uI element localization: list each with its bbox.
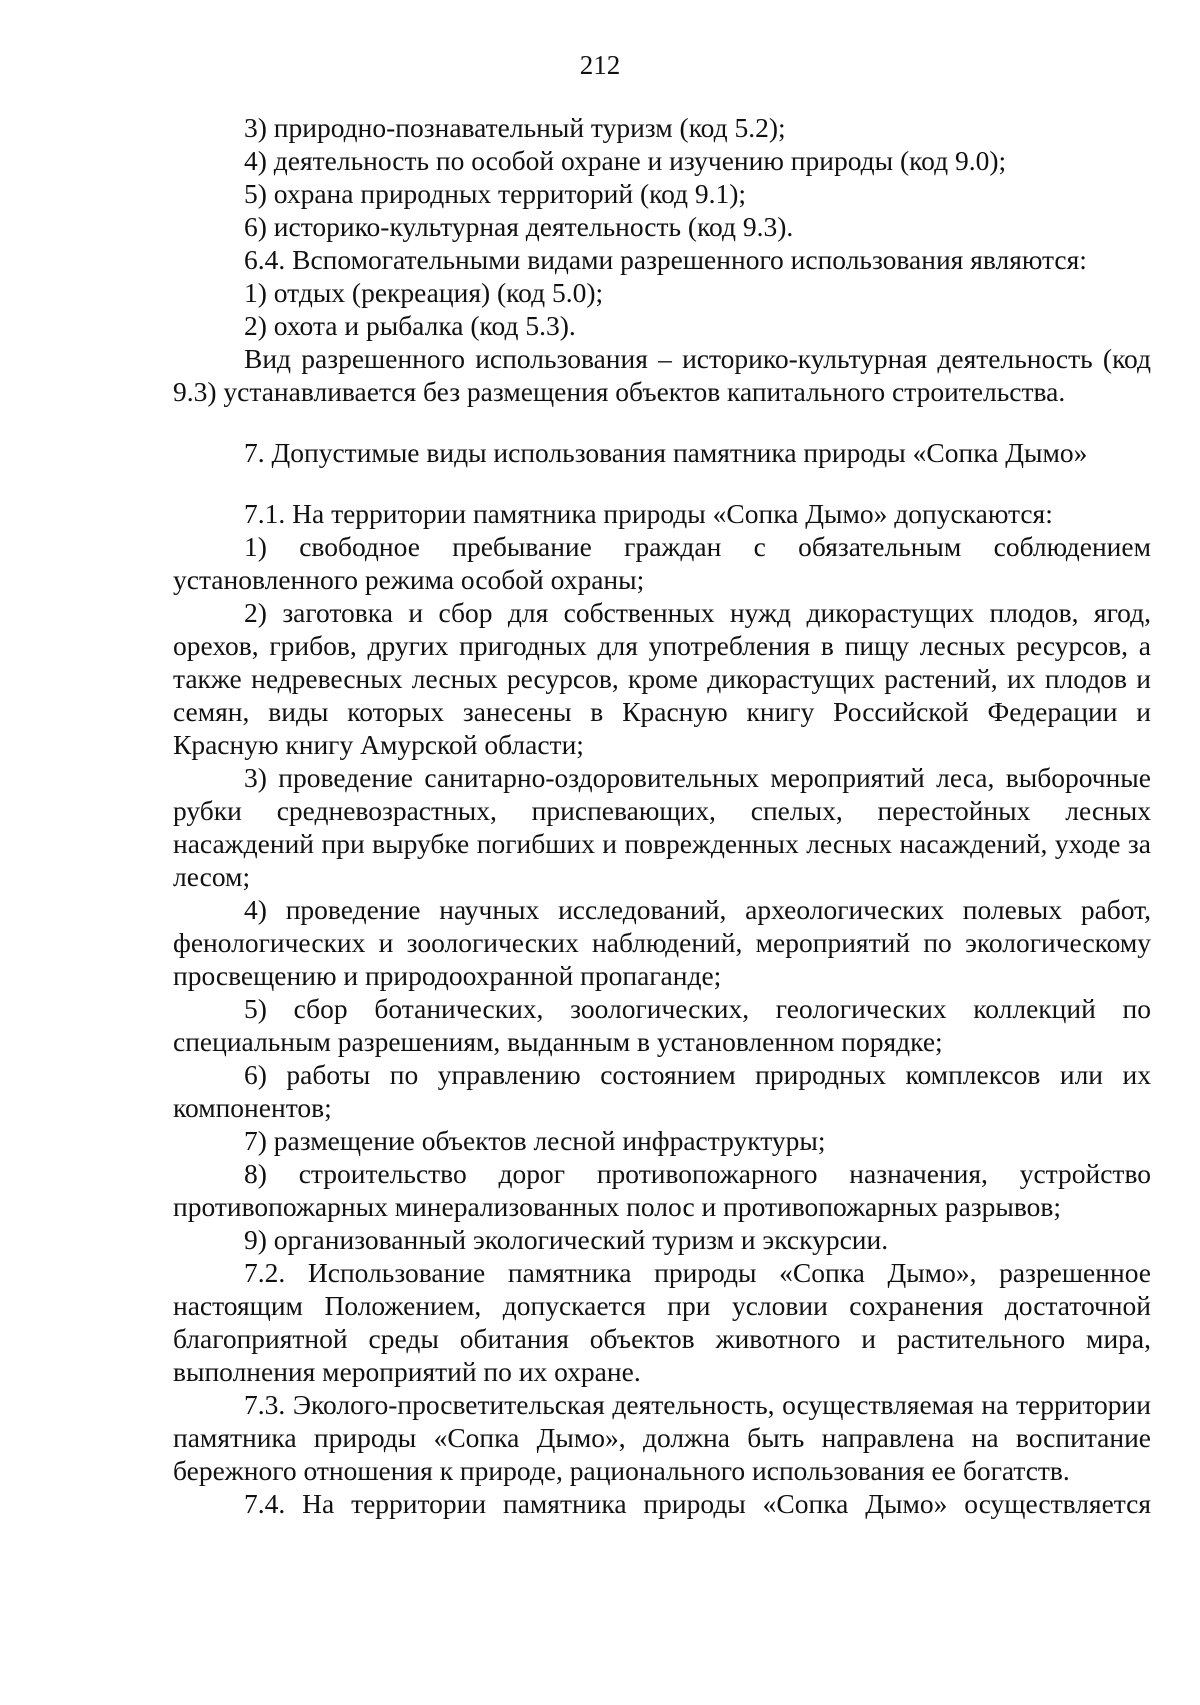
paragraph: 7.1. На территории памятника природы «Сопка Дымо» допускаются: <box>244 498 1053 529</box>
paragraph: 7.3. Эколого-просветительская деятельность, осуществляемая на территории памятника природы «Сопка Дымо», должна быть направлена на воспитание бережного отношения к природе, рационального использования ее богатств. <box>173 1389 1151 1486</box>
paragraph: 5) сбор ботанических, зоологических, геологических коллекций по специальным разрешениям, выданным в установленном порядке; <box>173 993 1151 1057</box>
paragraph: Вид разрешенного использования – историко-культурная деятельность (код 9.3) устанавливается без размещения объектов капитального строительства. <box>173 343 1151 407</box>
paragraph: 4) проведение научных исследований, археологических полевых работ, фенологических и зоологических наблюдений, мероприятий по экологическому просвещению и природоохранной пропаганде; <box>173 894 1151 991</box>
paragraph: 2) охота и рыбалка (код 5.3). <box>244 310 576 341</box>
paragraph: 7) размещение объектов лесной инфраструктуры; <box>244 1125 826 1156</box>
paragraph: 1) свободное пребывание граждан с обязательным соблюдением установленного режима особой охраны; <box>173 531 1151 595</box>
paragraph: 9) организованный экологический туризм и экскурсии. <box>244 1224 889 1255</box>
document-body <box>173 111 1151 1520</box>
paragraph: 1) отдых (рекреация) (код 5.0); <box>244 277 604 308</box>
paragraph: 6) работы по управлению состоянием природных комплексов или их компонентов; <box>173 1059 1151 1123</box>
paragraph: 7.4. На территории памятника природы «Сопка Дымо» осуществляется <box>244 1488 1151 1519</box>
paragraph: 2) заготовка и сбор для собственных нужд дикорастущих плодов, ягод, орехов, грибов, других пригодных для употребления в пищу лесных ресурсов, а также недревесных лесных ресурсов, кроме дикорастущих растений, их плодов и семян, виды которых занесены в Красную книгу Российской Федерации и Красную книгу Амурской области; <box>173 597 1151 760</box>
paragraph: 6) историко-культурная деятельность (код 9.3). <box>244 211 794 242</box>
paragraph: 7.2. Использование памятника природы «Сопка Дымо», разрешенное настоящим Положением, допускается при условии сохранения достаточной благоприятной среды обитания объектов животного и растительного мира, выполнения мероприятий по их охране. <box>173 1257 1151 1387</box>
paragraph: 3) природно-познавательный туризм (код 5.2); <box>244 112 786 143</box>
paragraph: 3) проведение санитарно-оздоровительных мероприятий леса, выборочные рубки средневозрастных, приспевающих, спелых, перестойных лесных насаждений при вырубке погибших и поврежденных лесных насаждений, уходе за лесом; <box>173 762 1151 892</box>
paragraph: 8) строительство дорог противопожарного назначения, устройство противопожарных минерализованных полос и противопожарных разрывов; <box>173 1158 1151 1222</box>
section-heading: 7. Допустимые виды использования памятника природы «Сопка Дымо» <box>244 437 1088 468</box>
page-number: 212 <box>579 50 621 80</box>
paragraph: 4) деятельность по особой охране и изучению природы (код 9.0); <box>244 145 1007 176</box>
paragraph: 6.4. Вспомогательными видами разрешенного использования являются: <box>244 244 1087 275</box>
paragraph: 5) охрана природных территорий (код 9.1); <box>244 178 747 209</box>
